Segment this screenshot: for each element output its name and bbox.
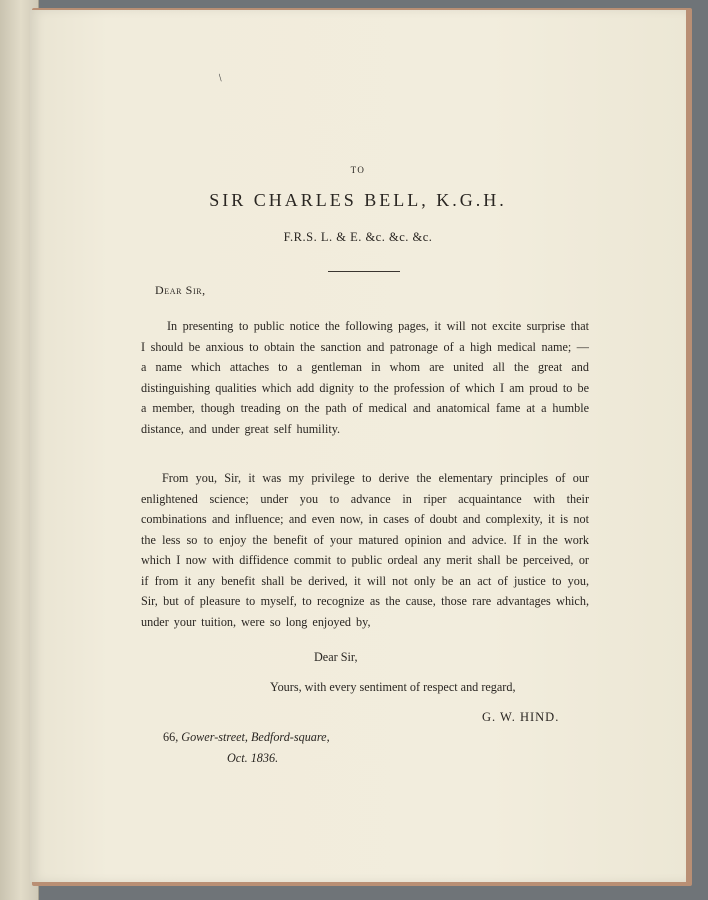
ink-mark: /: [215, 72, 226, 84]
letter-salutation: Dear Sir,: [155, 283, 206, 297]
dedication-recipient: SIR CHARLES BELL, K.G.H.: [209, 190, 507, 210]
signature: G. W. HIND.: [482, 710, 560, 724]
letter-paragraph-1: In presenting to public notice the following pages, it will not excite surprise that I should be anxious to obtain the sanction and patronage of a high medical name; — a name which attaches to a gentleman in whom are united all the great and distinguishing qualities which add dignity to the profession of which I am proud to be a member, though treading on the path of medical and anatomical fame at a humble distance, and under great self humility.: [141, 319, 589, 436]
recipient-honours: F.R.S. L. & E. &c. &c. &c.: [283, 230, 433, 244]
letter-paragraph-2: From you, Sir, it was my privilege to derive the elementary principles of our enlightened science; under you to advance in riper acquaintance with their combinations and influence; and even now, in cases of doubt and complexity, it is not the less so to enjoy the benefit of your matured opinion and advice. If in the work which I now with diffidence commit to public ordeal any merit shall be perceived, or if from it any benefit shall be derived, it will not only be an act of justice to you, Sir, but of pleasure to myself, to recognize as the cause, those rare advantages which, under your tuition, were so long enjoyed by,: [141, 471, 589, 629]
address-street: Gower-street, Bedford-square,: [181, 730, 330, 744]
address-number: 66,: [163, 730, 179, 744]
letter-date: Oct. 1836.: [227, 751, 279, 765]
sender-address: [163, 730, 330, 745]
divider-rule: [328, 271, 400, 272]
dedication-page: [30, 10, 686, 882]
dedication-to: TO: [350, 165, 366, 175]
closing-salutation: Dear Sir,: [314, 650, 358, 664]
closing-phrase: Yours, with every sentiment of respect and regard,: [270, 680, 516, 694]
